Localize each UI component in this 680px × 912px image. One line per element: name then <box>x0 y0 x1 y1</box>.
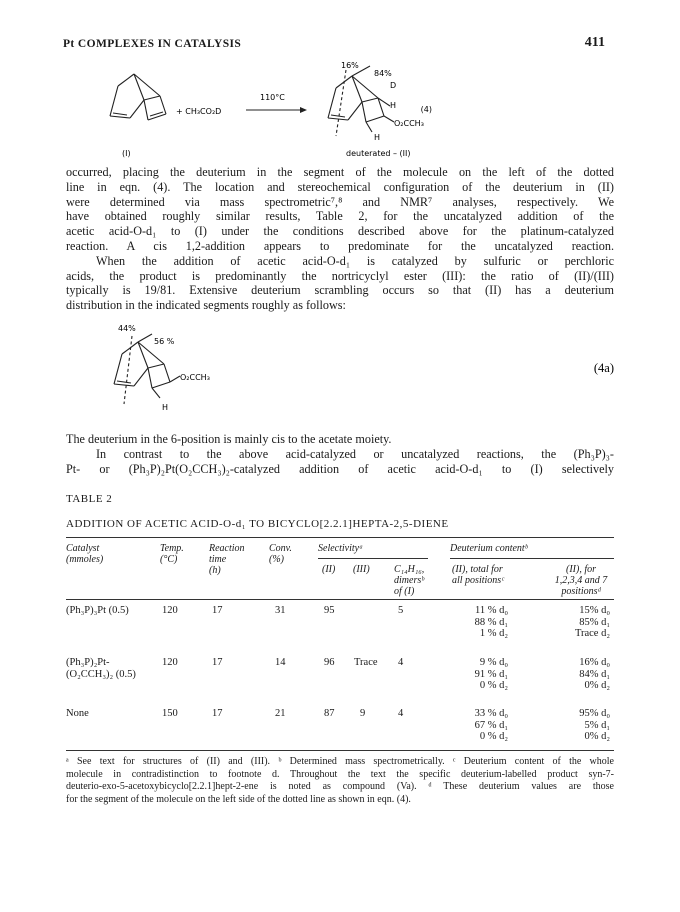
cell-deut-partial: 15% d₀ 85% d₁ Trace d₂ <box>574 605 610 639</box>
table-label: TABLE 2 <box>66 493 113 505</box>
header-sel-dimers: C₁₄H₁₆, dimersᵇ of (I) <box>394 564 425 597</box>
text-line: distribution in the indicated segments roughly as follows: <box>66 298 346 313</box>
cell-sel-ii: 96 <box>324 657 335 668</box>
cell-conv: 21 <box>275 708 286 719</box>
atom-ester: O₂CCH₃ <box>394 119 424 128</box>
cell-deut-partial: 95% d₀ 5% d₁ 0% d₂ <box>579 708 610 742</box>
cell-deut-total: 11 % d₀ 88 % d₁ 1 % d₂ <box>474 605 508 639</box>
header-deut-total: (II), total for all positionsᶜ <box>452 564 504 586</box>
cell-time: 17 <box>212 708 223 719</box>
header-temp: Temp. (°C) <box>160 543 184 565</box>
cell-catalyst: None <box>66 708 89 719</box>
footnote-line: for the segment of the molecule on the left side of the dotted line as shown in eqn. (4). <box>66 793 411 805</box>
body-paragraph-1 <box>66 165 614 313</box>
table-bottom-rule <box>66 750 614 751</box>
text-line: occurred, placing the deuterium in the segment of the molecule on the left of the dotted <box>66 165 614 179</box>
atom-h-2: H <box>374 133 381 142</box>
text-line: reaction. A cis 1,2-addition appears to predominate for the uncatalyzed reaction. <box>66 238 614 253</box>
deuterium-rule <box>450 558 614 559</box>
label-product-ii: deuterated – (II) <box>346 149 411 158</box>
cell-dimers: 4 <box>398 657 404 668</box>
pct-44: 44% <box>118 324 136 333</box>
text-line: In contrast to the above acid-catalyzed or uncatalyzed reactions, the (Ph₃P)₃- <box>96 446 614 461</box>
header-deuterium: Deuterium contentᵇ <box>450 543 528 554</box>
header-selectivity: Selectivityᵃ <box>318 543 364 554</box>
text-line: were determined via mass spectrometric⁷,⁸ and NMR⁷ analyses, respectively. We <box>66 194 614 209</box>
pct-56: 56 % <box>154 337 175 346</box>
text-line: line in eqn. (4). The location and stereochemical configuration of the deuterium in (II) <box>66 179 614 194</box>
cell-temp: 120 <box>162 657 178 668</box>
header-sel-iii: (III) <box>353 564 370 575</box>
cell-conv: 14 <box>275 657 286 668</box>
table-footnotes <box>66 756 614 806</box>
cell-deut-partial: 16% d₀ 84% d₁ 0% d₂ <box>579 657 610 691</box>
cell-temp: 150 <box>162 708 178 719</box>
label-compound-i: (I) <box>122 149 131 158</box>
footnote-line: deuterio-exo-5-acetoxybicyclo[2.2.1]hept-2-ene is noted as compound (Va). ᵈ These deuterium values are those <box>66 781 614 792</box>
reagent-text: + CH₃CO₂D <box>176 107 222 116</box>
header-sel-ii: (II) <box>322 564 336 575</box>
atom-h: H <box>162 403 169 412</box>
cell-time: 17 <box>212 657 223 668</box>
header-catalyst: Catalyst (mmoles) <box>66 543 104 565</box>
text-line: Pt- or (Ph₃P)₂Pt(O₂CCH₃)₂-catalyzed addition of acetic acid-O-d₁ to (I) selectively <box>66 461 614 476</box>
text-line: acetic acid-O-d₁ to (I) under the conditions described above for the platinum-catalyzed <box>66 224 614 239</box>
cell-catalyst: (Ph₃P)₂Pt- (O₂CCH₃)₂ (0.5) <box>66 657 136 680</box>
header-conv: Conv. (%) <box>269 543 292 565</box>
reaction-scheme-4a <box>100 318 620 418</box>
cell-deut-total: 9 % d₀ 91 % d₁ 0 % d₂ <box>474 657 508 691</box>
cell-sel-iii: 9 <box>360 708 366 719</box>
cell-dimers: 5 <box>398 605 404 616</box>
table-title: ADDITION OF ACETIC ACID-O-d₁ TO BICYCLO[2.2.1]HEPTA-2,5-DIENE <box>66 518 449 530</box>
cell-time: 17 <box>212 605 223 616</box>
footnote-line: ᵃ See text for structures of (II) and (III). ᵇ Determined mass spectrometrically. ᶜ Deuterium content of the whole <box>66 756 614 767</box>
condition-text: 110°C <box>260 93 285 102</box>
running-title: Pt COMPLEXES IN CATALYSIS <box>63 38 242 50</box>
text-line: When the addition of acetic acid-O-d₁ is catalyzed by sulfuric or perchloric <box>96 253 614 268</box>
cell-temp: 120 <box>162 605 178 616</box>
cell-sel-ii: 95 <box>324 605 335 616</box>
eqn-label-4: (4) <box>420 105 432 114</box>
pct-84: 84% <box>374 69 392 78</box>
cell-dimers: 4 <box>398 708 404 719</box>
table-top-rule <box>66 537 614 538</box>
reaction-arrow <box>246 107 307 113</box>
cell-sel-ii: 87 <box>324 708 335 719</box>
footnote-line: molecule in contradistinction to footnote d. Throughout the text the specific deuterium-labelled product syn-7- <box>66 768 614 780</box>
header-deut-partial: (II), for 1,2,3,4 and 7 positionsᵈ <box>554 564 608 597</box>
page-number: 411 <box>584 35 605 50</box>
atom-d: D <box>390 81 397 90</box>
cell-conv: 31 <box>275 605 286 616</box>
atom-ester: O₂CCH₃ <box>180 373 210 382</box>
norbornadiene-structure <box>110 74 166 120</box>
body-paragraph-2 <box>66 432 614 476</box>
text-line: typically is 19/81. Extensive deuterium scrambling occurs so that (II) has a deuterium <box>66 283 614 298</box>
header-time: Reaction time (h) <box>209 543 245 576</box>
text-line: The deuterium in the 6-position is mainly cis to the acetate moiety. <box>66 432 392 446</box>
pct-16: 16% <box>341 61 359 70</box>
eqn-label-4a: (4a) <box>593 361 614 375</box>
reaction-scheme-4 <box>100 56 440 164</box>
table-header-rule <box>66 599 614 600</box>
cell-catalyst: (Ph₃P)₃Pt (0.5) <box>66 605 129 616</box>
atom-h-1: H <box>390 101 397 110</box>
cell-deut-total: 33 % d₀ 67 % d₁ 0 % d₂ <box>474 708 508 742</box>
text-line: have obtained roughly similar results, Table 2, for the uncatalyzed addition of the <box>66 209 614 224</box>
selectivity-rule <box>318 558 428 559</box>
text-line: acids, the product is predominantly the nortricyclyl ester (III): the ratio of (II)/(III) <box>66 268 614 283</box>
cell-sel-iii: Trace <box>354 657 378 668</box>
